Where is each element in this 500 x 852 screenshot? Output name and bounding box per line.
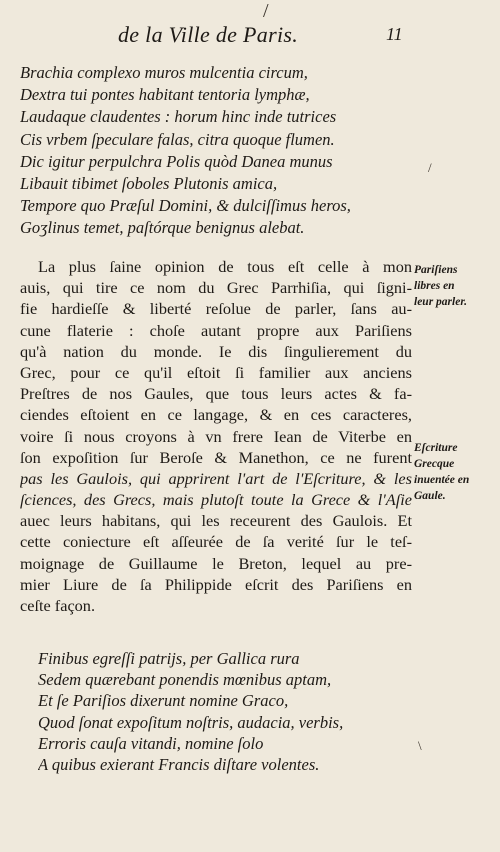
verse-line: Libauit tibimet ſoboles Plutonis amica,	[20, 173, 278, 193]
margin-note-line: Grecque	[414, 458, 455, 470]
prose-line: ſciences, des Grecs, mais plutoſt toute la Grece & l'Aſie	[20, 490, 412, 510]
prose-paragraph	[20, 256, 412, 616]
prose-line: voire ſi nous croyons à vn frere Iean de Viterbe en	[20, 426, 412, 446]
prose-line: auis, qui tire ce nom du Grec Parrhiſia, qui ſigni-	[20, 278, 412, 298]
verse-line: Dic igitur perpulchra Polis quòd Danea munus	[20, 151, 333, 171]
prose-line: Preſtres de nos Gaules, que tous leurs actes & fa-	[20, 384, 412, 404]
prose-line: qu'à nation du monde. Ie dis ſingulierement du	[20, 341, 412, 361]
verse-line: Goʒlinus temet, paſtórque benignus alebat.	[20, 218, 305, 238]
prose-line: ciendes eſtoient en ce langage, & en ces caracteres,	[20, 405, 412, 425]
verse-block-1	[20, 62, 400, 240]
prose-line: fie hardieſſe & liberté reſolue de parler, ſans au-	[20, 299, 412, 319]
verse-line: Laudaque claudentes : horum hinc inde tutrices	[20, 107, 337, 127]
top-ink-mark: /	[263, 0, 269, 22]
prose-line: mier Liure de ſa Philippide eſcrit des Pariſiens en	[20, 574, 412, 594]
verse-block-2	[38, 648, 418, 775]
margin-note-line: leur parler.	[414, 296, 468, 308]
page-number: 11	[386, 24, 403, 44]
prose-line: moignage de Guillaume le Breton, lequel au pre-	[20, 553, 412, 573]
margin-note-line: Gaule.	[414, 490, 446, 502]
verse-line: Dextra tui pontes habitant tentoria lymphæ,	[20, 85, 310, 105]
bottom-tick-mark: \	[418, 738, 422, 753]
verse-line: Brachia complexo muros mulcentia circum,	[20, 63, 308, 82]
margin-note-escriture	[414, 440, 498, 504]
verse-line: Cis vrbem ſpeculare falas, citra quoque flumen.	[20, 129, 335, 149]
verse-line: Et ſe Pariſios dixerunt nomine Graco,	[38, 691, 289, 711]
running-title: de la Ville de Paris.	[118, 22, 299, 47]
verse-line: Quod ſonat expoſitum noſtris, audacia, verbis,	[38, 712, 344, 732]
prose-line: ceſte façon.	[20, 596, 96, 615]
verse-line: A quibus exierant Francis diſtare volentes.	[38, 754, 320, 774]
prose-line: pas les Gaulois, qui apprirent l'art de l'Eſcriture, & les	[20, 468, 412, 488]
running-head	[0, 22, 500, 52]
margin-note-line: Eſcriture	[414, 442, 458, 454]
prose-line: cette coniecture eſt aſſeurée de ſa verité ſur le teſ-	[20, 532, 412, 552]
verse-line: Finibus egreſſi patrijs, per Gallica rura	[38, 649, 300, 668]
verse-line: Tempore quo Præſul Domini, & dulciſſimus heros,	[20, 196, 351, 216]
prose-line: La plus ſaine opinion de tous eſt celle à mon	[38, 257, 412, 276]
prose-line: auec leurs habitans, qui les receurent des Gaulois. Et	[20, 511, 412, 531]
prose-line: Grec, pour ce qu'il eſtoit ſi familier aux anciens	[20, 362, 412, 382]
margin-note-parisiens	[414, 262, 498, 310]
verse-line: Erroris cauſa vitandi, nomine ſolo	[38, 733, 264, 753]
margin-note-line: Pariſiens	[414, 264, 458, 276]
prose-line: ſon expoſition ſur Beroſe & Manethon, ce ne furent	[20, 447, 412, 467]
margin-note-line: inuentée en	[414, 474, 470, 486]
margin-tick-mark: /	[428, 160, 432, 175]
prose-line: cune flaterie : choſe autant propre aux Pariſiens	[20, 320, 412, 340]
margin-note-line: libres en	[414, 280, 455, 292]
verse-line: Sedem quærebant ponendis mœnibus aptam,	[38, 670, 332, 690]
